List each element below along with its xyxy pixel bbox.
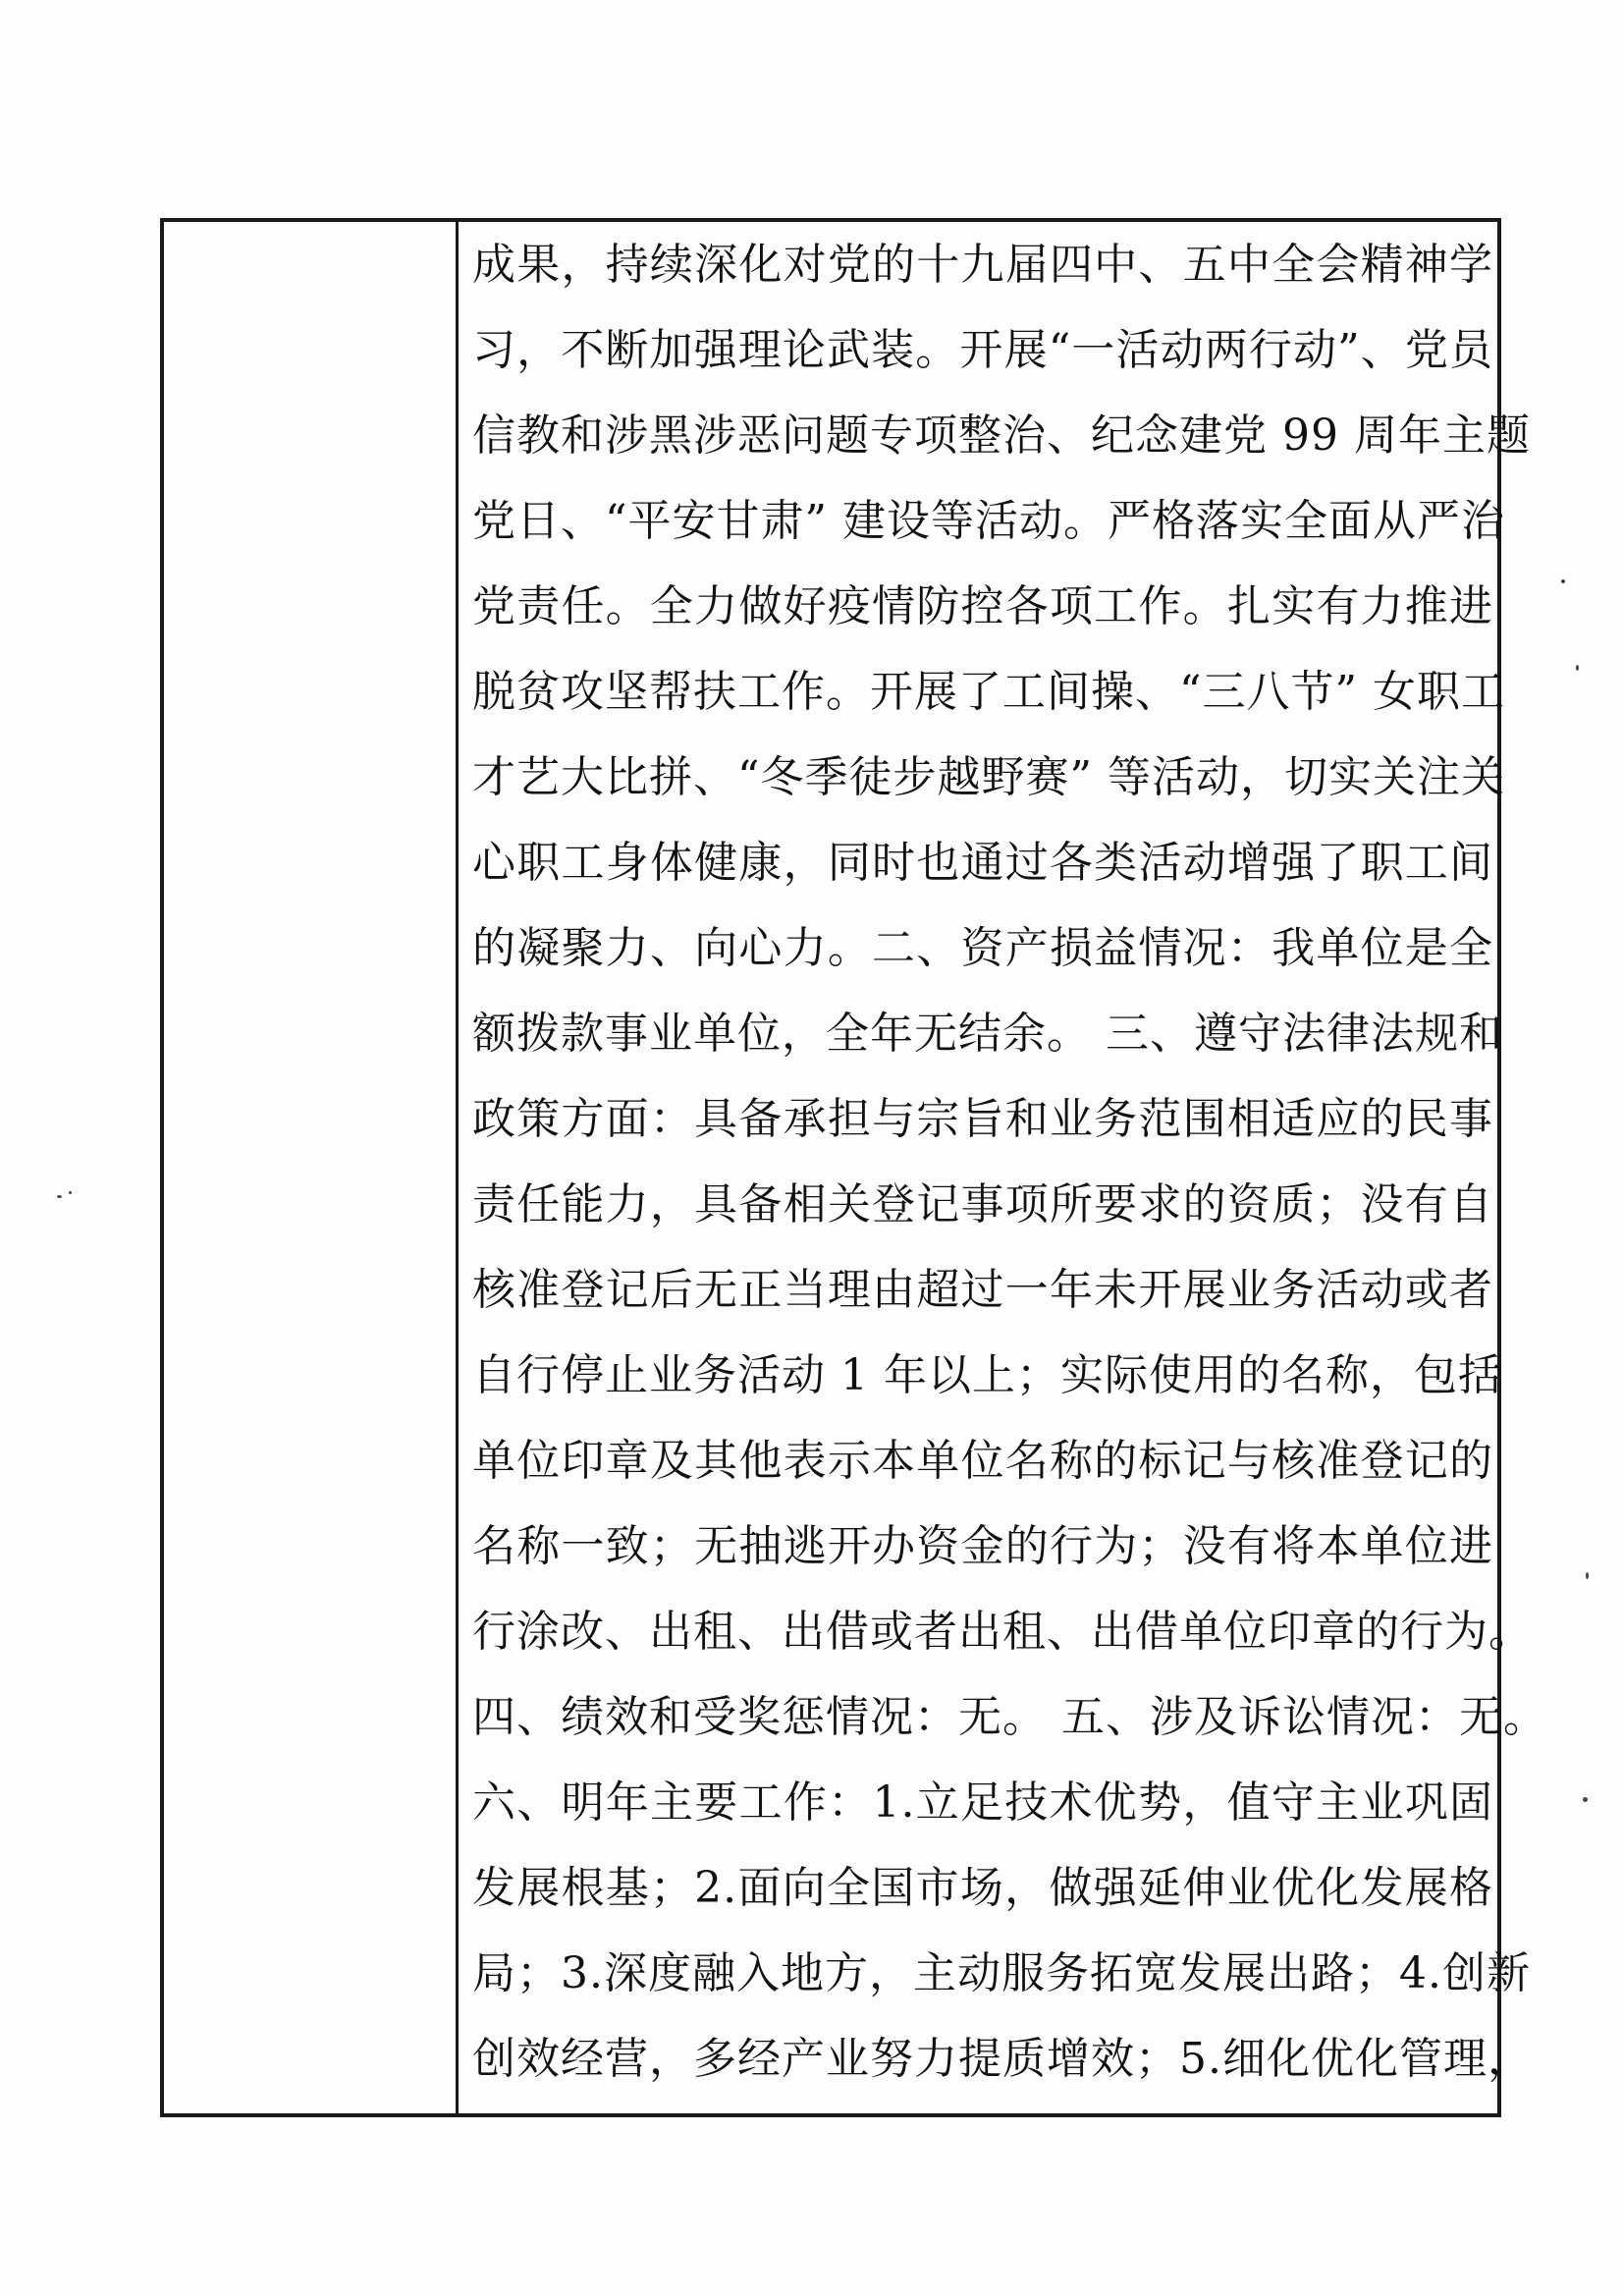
scan-speck: [57, 1195, 62, 1198]
text-line: 责任能力，具备相关登记事项所要求的资质；没有自: [472, 1179, 1493, 1230]
text-line: 额拨款事业单位，全年无结余。 三、遵守法律法规和: [472, 1009, 1503, 1059]
text-line: 成果，持续深化对党的十九届四中、五中全会精神学: [472, 240, 1493, 290]
scan-speck: [1576, 665, 1579, 671]
text-line: 党日、“平安甘肃” 建设等活动。严格落实全面从严治: [472, 496, 1505, 546]
text-line: 信教和涉黑涉恶问题专项整治、纪念建党 99 周年主题: [472, 410, 1531, 461]
text-line: 六、明年主要工作：1.立足技术优势，值守主业巩固: [472, 1777, 1493, 1828]
text-line: 才艺大比拼、“冬季徒步越野赛” 等活动，切实关注关: [472, 752, 1505, 802]
scan-speck: [1583, 1797, 1588, 1802]
text-line: 脱贫攻坚帮扶工作。开展了工间操、“三八节” 女职工: [472, 667, 1505, 717]
text-line: 名称一致；无抽逃开办资金的行为；没有将本单位进: [472, 1521, 1493, 1571]
form-table: [160, 218, 1547, 2117]
scan-speck: [1561, 579, 1565, 583]
text-line: 党责任。全力做好疫情防控各项工作。扎实有力推进: [472, 581, 1493, 631]
text-line: 四、绩效和受奖惩情况：无。 五、涉及诉讼情况：无。: [472, 1692, 1547, 1742]
text-line: 发展根基；2.面向全国市场，做强延伸业优化发展格: [472, 1863, 1493, 1913]
text-line: 习，不断加强理论武装。开展“一活动两行动”、党员: [472, 325, 1493, 375]
text-line: 核准登记后无正当理由超过一年未开展业务活动或者: [472, 1265, 1493, 1315]
text-line: 创效经营，多经产业努力提质增效；5.细化优化管理，: [472, 2034, 1532, 2084]
content-cell: [459, 222, 1547, 2113]
text-line: 心职工身体健康，同时也通过各类活动增强了职工间: [472, 838, 1493, 888]
text-line: 行涂改、出租、出借或者出租、出借单位印章的行为。: [472, 1607, 1533, 1657]
scan-speck: [69, 1191, 72, 1194]
scan-speck: [1586, 1572, 1589, 1579]
text-line: 局；3.深度融入地方，主动服务拓宽发展出路；4.创新: [472, 1948, 1531, 1998]
text-line: 的凝聚力、向心力。二、资产损益情况：我单位是全: [472, 923, 1493, 973]
label-cell: [164, 222, 456, 2113]
text-line: 政策方面：具备承担与宗旨和业务范围相适应的民事: [472, 1094, 1493, 1144]
text-line: 单位印章及其他表示本单位名称的标记与核准登记的: [472, 1436, 1493, 1486]
text-line: 自行停止业务活动 1 年以上；实际使用的名称，包括: [472, 1350, 1502, 1400]
